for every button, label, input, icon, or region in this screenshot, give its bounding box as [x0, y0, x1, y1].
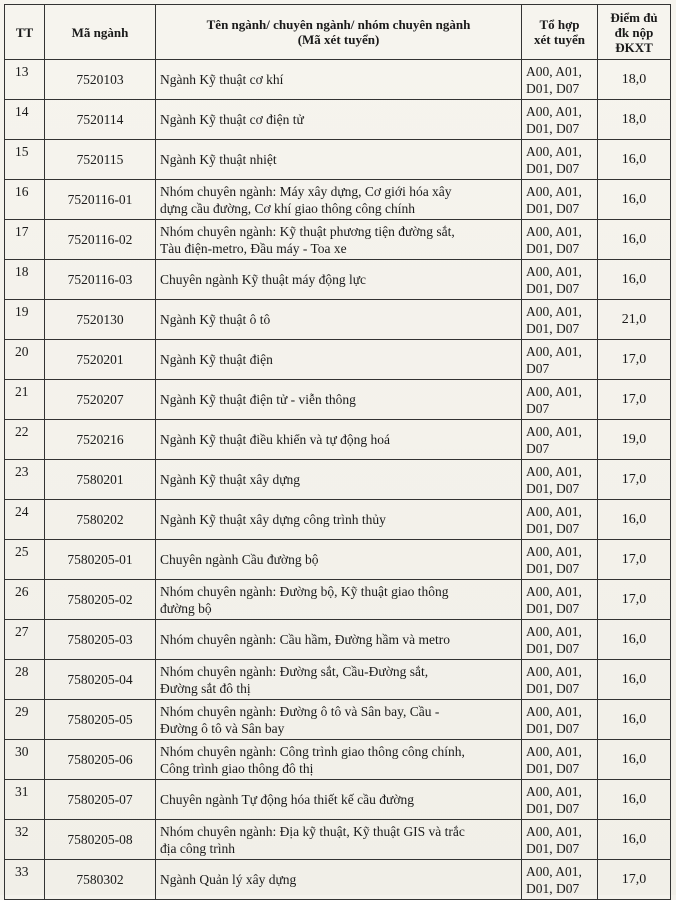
- row-code: 7520116-03: [45, 260, 156, 300]
- row-score: 16,0: [598, 260, 671, 300]
- row-tt: 29: [5, 700, 45, 740]
- row-score: 16,0: [598, 700, 671, 740]
- row-combo-line2: D01, D07: [526, 600, 580, 616]
- row-tt: 27: [5, 620, 45, 660]
- row-tt: 24: [5, 500, 45, 540]
- row-combo: [522, 140, 598, 180]
- row-score: 17,0: [598, 540, 671, 580]
- row-combo: [522, 860, 598, 900]
- row-score: 21,0: [598, 300, 671, 340]
- row-combo: [522, 820, 598, 860]
- row-combo-line2: D07: [526, 400, 550, 416]
- row-combo-line1: A00, A01,: [526, 783, 582, 799]
- row-combo-line2: D01, D07: [526, 560, 580, 576]
- row-code: 7520115: [45, 140, 156, 180]
- row-name-line1: Nhóm chuyên ngành: Đường ô tô và Sân bay, Cầu -: [160, 703, 440, 719]
- row-combo-line1: A00, A01,: [526, 463, 582, 479]
- row-combo: [522, 700, 598, 740]
- row-combo: [522, 380, 598, 420]
- row-combo-line1: A00, A01,: [526, 543, 582, 559]
- row-name: [156, 620, 522, 660]
- row-name: [156, 60, 522, 100]
- row-code: 7580202: [45, 500, 156, 540]
- row-score: 17,0: [598, 860, 671, 900]
- table-row: [5, 860, 671, 900]
- header-score-line3: ĐKXT: [615, 39, 653, 55]
- row-score: 16,0: [598, 820, 671, 860]
- row-combo-line1: A00, A01,: [526, 663, 582, 679]
- row-name-line1: Nhóm chuyên ngành: Cầu hầm, Đường hầm và metro: [160, 632, 451, 647]
- row-combo: [522, 340, 598, 380]
- row-combo-line1: A00, A01,: [526, 223, 582, 239]
- row-score: 16,0: [598, 740, 671, 780]
- row-combo: [522, 740, 598, 780]
- row-name-line1: Nhóm chuyên ngành: Công trình giao thông công chính,: [160, 743, 465, 759]
- row-combo-line2: D01, D07: [526, 640, 580, 656]
- row-name-line1: Nhóm chuyên ngành: Kỹ thuật phương tiện đường sắt,: [160, 223, 455, 239]
- row-combo-line2: D01, D07: [526, 720, 580, 736]
- row-combo: [522, 100, 598, 140]
- row-name-line1: Ngành Quản lý xây dựng: [160, 872, 297, 887]
- row-name-line2: dựng cầu đường, Cơ khí giao thông công chính: [160, 200, 416, 216]
- row-tt: 28: [5, 660, 45, 700]
- row-combo-line1: A00, A01,: [526, 303, 582, 319]
- row-score: 17,0: [598, 460, 671, 500]
- table-row: [5, 60, 671, 100]
- row-code: 7580205-02: [45, 580, 156, 620]
- table-row: [5, 660, 671, 700]
- row-name-line2: Đường sắt đô thị: [160, 680, 251, 696]
- row-tt: 30: [5, 740, 45, 780]
- row-name-line1: Ngành Kỹ thuật ô tô: [160, 312, 271, 327]
- row-tt: 32: [5, 820, 45, 860]
- row-name: [156, 220, 522, 260]
- row-name: [156, 740, 522, 780]
- row-combo: [522, 180, 598, 220]
- row-combo: [522, 540, 598, 580]
- admission-table: [4, 4, 671, 900]
- row-combo-line2: D01, D07: [526, 200, 580, 216]
- row-combo-line1: A00, A01,: [526, 383, 582, 399]
- row-name-line2: Tàu điện-metro, Đầu máy - Toa xe: [160, 240, 347, 256]
- row-name: [156, 340, 522, 380]
- row-tt: 19: [5, 300, 45, 340]
- row-combo-line2: D01, D07: [526, 240, 580, 256]
- row-tt: 26: [5, 580, 45, 620]
- header-combo-line1: Tổ hợp: [539, 17, 580, 32]
- row-name: [156, 860, 522, 900]
- row-combo-line2: D01, D07: [526, 80, 580, 96]
- row-combo: [522, 500, 598, 540]
- row-name: [156, 580, 522, 620]
- row-name: [156, 460, 522, 500]
- row-name-line1: Nhóm chuyên ngành: Máy xây dựng, Cơ giới hóa xây: [160, 183, 452, 199]
- row-tt: 14: [5, 100, 45, 140]
- row-combo-line1: A00, A01,: [526, 743, 582, 759]
- row-name: [156, 500, 522, 540]
- table-row: [5, 260, 671, 300]
- row-code: 7580205-04: [45, 660, 156, 700]
- row-tt: 33: [5, 860, 45, 900]
- row-combo-line1: A00, A01,: [526, 103, 582, 119]
- table-header-row: [5, 5, 671, 60]
- row-code: 7520130: [45, 300, 156, 340]
- row-combo: [522, 580, 598, 620]
- row-score: 16,0: [598, 140, 671, 180]
- row-name-line2: đường bộ: [160, 600, 212, 616]
- row-combo-line2: D01, D07: [526, 760, 580, 776]
- row-tt: 15: [5, 140, 45, 180]
- header-score-line1: Điểm đủ: [610, 9, 658, 25]
- row-code: 7520201: [45, 340, 156, 380]
- row-tt: 25: [5, 540, 45, 580]
- row-combo-line2: D01, D07: [526, 880, 580, 896]
- table-row: [5, 420, 671, 460]
- row-tt: 13: [5, 60, 45, 100]
- row-combo-line2: D01, D07: [526, 680, 580, 696]
- row-score: 16,0: [598, 620, 671, 660]
- row-name: [156, 780, 522, 820]
- header-score-line2: đk nộp: [614, 24, 654, 40]
- row-name-line1: Chuyên ngành Tự động hóa thiết kế cầu đường: [160, 792, 414, 807]
- row-combo-line2: D07: [526, 440, 550, 456]
- header-code: Mã ngành: [45, 5, 156, 60]
- row-combo: [522, 620, 598, 660]
- row-code: 7580205-07: [45, 780, 156, 820]
- row-tt: 23: [5, 460, 45, 500]
- row-combo: [522, 60, 598, 100]
- row-name-line1: Ngành Kỹ thuật điều khiển và tự động hoá: [160, 432, 391, 447]
- row-code: 7580205-01: [45, 540, 156, 580]
- row-score: 18,0: [598, 60, 671, 100]
- row-combo-line1: A00, A01,: [526, 623, 582, 639]
- row-name-line1: Ngành Kỹ thuật điện tử - viễn thông: [160, 392, 356, 407]
- row-name: [156, 540, 522, 580]
- row-name-line2: địa công trình: [160, 840, 235, 856]
- row-combo-line2: D01, D07: [526, 280, 580, 296]
- header-name-line2: (Mã xét tuyển): [297, 32, 380, 47]
- row-tt: 22: [5, 420, 45, 460]
- row-combo-line2: D01, D07: [526, 120, 580, 136]
- table-row: [5, 220, 671, 260]
- row-combo-line2: D01, D07: [526, 320, 580, 336]
- row-score: 19,0: [598, 420, 671, 460]
- row-tt: 17: [5, 220, 45, 260]
- row-name: [156, 420, 522, 460]
- row-combo-line1: A00, A01,: [526, 143, 582, 159]
- row-score: 17,0: [598, 580, 671, 620]
- row-score: 17,0: [598, 340, 671, 380]
- table-row: [5, 620, 671, 660]
- table-row: [5, 380, 671, 420]
- row-name: [156, 100, 522, 140]
- row-combo-line1: A00, A01,: [526, 863, 582, 879]
- table-row: [5, 580, 671, 620]
- header-combo-line2: xét tuyển: [534, 32, 585, 47]
- row-combo-line1: A00, A01,: [526, 63, 582, 79]
- table-row: [5, 140, 671, 180]
- row-combo-line1: A00, A01,: [526, 263, 582, 279]
- row-tt: 16: [5, 180, 45, 220]
- row-name-line1: Ngành Kỹ thuật xây dựng công trình thủy: [160, 512, 386, 527]
- row-code: 7580302: [45, 860, 156, 900]
- row-code: 7520207: [45, 380, 156, 420]
- row-name: [156, 380, 522, 420]
- table-row: [5, 300, 671, 340]
- table-row: [5, 100, 671, 140]
- row-combo-line1: A00, A01,: [526, 423, 582, 439]
- row-combo-line2: D07: [526, 360, 550, 376]
- row-code: 7580201: [45, 460, 156, 500]
- header-combo: [522, 5, 598, 60]
- row-name-line2: Công trình giao thông đô thị: [160, 760, 314, 776]
- row-combo-line1: A00, A01,: [526, 823, 582, 839]
- header-tt: TT: [5, 5, 45, 60]
- row-name: [156, 300, 522, 340]
- row-combo: [522, 780, 598, 820]
- row-score: 17,0: [598, 380, 671, 420]
- row-name-line1: Nhóm chuyên ngành: Địa kỹ thuật, Kỹ thuật GIS và trắc: [160, 823, 465, 839]
- row-name-line1: Ngành Kỹ thuật nhiệt: [160, 152, 277, 167]
- row-code: 7520216: [45, 420, 156, 460]
- row-combo-line2: D01, D07: [526, 520, 580, 536]
- row-tt: 18: [5, 260, 45, 300]
- row-code: 7520114: [45, 100, 156, 140]
- row-combo: [522, 420, 598, 460]
- row-name-line1: Nhóm chuyên ngành: Đường bộ, Kỹ thuật giao thông: [160, 583, 449, 599]
- row-tt: 20: [5, 340, 45, 380]
- header-name-line1: Tên ngành/ chuyên ngành/ nhóm chuyên ngành: [206, 17, 471, 32]
- row-score: 16,0: [598, 220, 671, 260]
- row-name-line1: Chuyên ngành Kỹ thuật máy động lực: [160, 272, 367, 287]
- row-tt: 31: [5, 780, 45, 820]
- table-row: [5, 500, 671, 540]
- row-score: 16,0: [598, 500, 671, 540]
- row-name: [156, 140, 522, 180]
- row-combo-line1: A00, A01,: [526, 583, 582, 599]
- row-name: [156, 700, 522, 740]
- row-name: [156, 180, 522, 220]
- row-name-line1: Ngành Kỹ thuật xây dựng: [160, 472, 301, 487]
- row-combo-line1: A00, A01,: [526, 343, 582, 359]
- row-name: [156, 260, 522, 300]
- row-name: [156, 660, 522, 700]
- row-code: 7580205-06: [45, 740, 156, 780]
- row-combo: [522, 660, 598, 700]
- row-code: 7580205-05: [45, 700, 156, 740]
- row-combo: [522, 460, 598, 500]
- row-code: 7520103: [45, 60, 156, 100]
- row-name: [156, 820, 522, 860]
- row-tt: 21: [5, 380, 45, 420]
- table-row: [5, 740, 671, 780]
- table-body: [5, 60, 671, 900]
- row-combo: [522, 260, 598, 300]
- table-row: [5, 780, 671, 820]
- row-score: 16,0: [598, 780, 671, 820]
- row-code: 7580205-03: [45, 620, 156, 660]
- row-name-line1: Ngành Kỹ thuật cơ khí: [160, 72, 284, 87]
- header-score: [598, 5, 671, 60]
- row-combo-line1: A00, A01,: [526, 503, 582, 519]
- row-combo-line1: A00, A01,: [526, 703, 582, 719]
- row-name-line2: Đường ô tô và Sân bay: [160, 720, 285, 736]
- row-name-line1: Chuyên ngành Cầu đường bộ: [160, 552, 319, 567]
- row-code: 7520116-02: [45, 220, 156, 260]
- row-combo-line1: A00, A01,: [526, 183, 582, 199]
- table-row: [5, 180, 671, 220]
- row-name-line1: Ngành Kỹ thuật điện: [160, 352, 273, 367]
- header-name: [156, 5, 522, 60]
- row-combo-line2: D01, D07: [526, 840, 580, 856]
- table-row: [5, 340, 671, 380]
- row-score: 16,0: [598, 180, 671, 220]
- row-name-line1: Nhóm chuyên ngành: Đường sắt, Cầu-Đường sắt,: [160, 663, 429, 679]
- row-combo-line2: D01, D07: [526, 800, 580, 816]
- row-combo: [522, 220, 598, 260]
- row-name-line1: Ngành Kỹ thuật cơ điện tử: [160, 112, 304, 127]
- row-code: 7580205-08: [45, 820, 156, 860]
- table-row: [5, 540, 671, 580]
- table-row: [5, 460, 671, 500]
- row-combo: [522, 300, 598, 340]
- row-combo-line2: D01, D07: [526, 160, 580, 176]
- row-code: 7520116-01: [45, 180, 156, 220]
- row-score: 18,0: [598, 100, 671, 140]
- table-row: [5, 700, 671, 740]
- row-combo-line2: D01, D07: [526, 480, 580, 496]
- table-row: [5, 820, 671, 860]
- row-score: 16,0: [598, 660, 671, 700]
